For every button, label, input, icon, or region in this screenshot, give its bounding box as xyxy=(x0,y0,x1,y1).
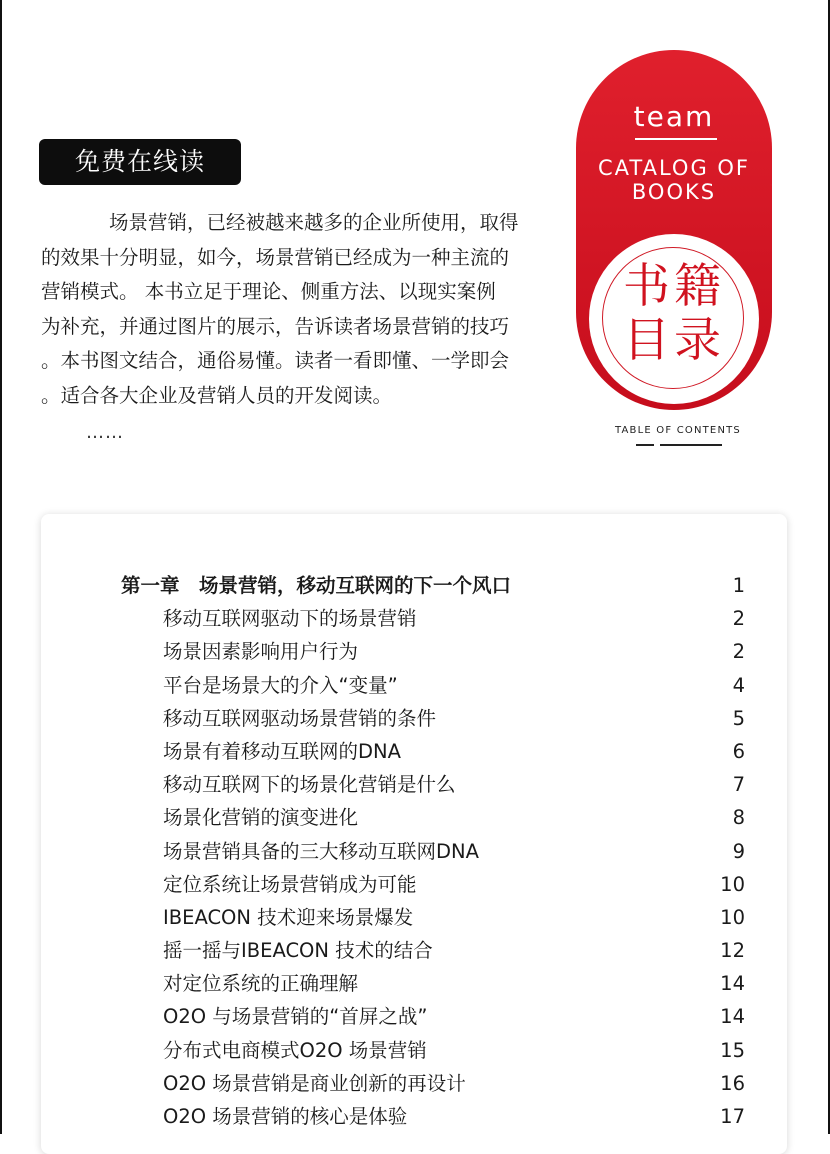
toc-section-row[interactable] xyxy=(41,702,787,735)
badge-divider xyxy=(635,138,717,140)
toc-section-row[interactable] xyxy=(41,934,787,967)
toc-entry-page: 2 xyxy=(732,607,745,631)
toc-card xyxy=(41,514,787,1154)
toc-entry-title: 移动互联网驱动场景营销的条件 xyxy=(163,706,437,730)
toc-entry-page: 12 xyxy=(720,939,745,963)
intro-line: 为补充，并通过图片的展示，告诉读者场景营销的技巧 xyxy=(41,314,510,338)
toc-entry-title: 定位系统让场景营销成为可能 xyxy=(163,872,417,896)
toc-section-row[interactable] xyxy=(41,868,787,901)
toc-entry-title: 分布式电商模式O2O 场景营销 xyxy=(163,1038,427,1062)
toc-entry-page: 14 xyxy=(720,1005,745,1029)
toc-section-row[interactable] xyxy=(41,768,787,801)
toc-section-row[interactable] xyxy=(41,602,787,635)
toc-section-row[interactable] xyxy=(41,801,787,834)
toc-entry-title: 摇一摇与IBEACON 技术的结合 xyxy=(163,939,433,963)
toc-entry-page: 2 xyxy=(732,640,745,664)
toc-entry-page: 10 xyxy=(720,905,745,929)
badge-catalog-line2: BOOKS xyxy=(631,180,717,204)
toc-entry-page: 4 xyxy=(732,673,745,697)
toc-entry-page: 8 xyxy=(732,806,745,830)
toc-entry-title: IBEACON 技术迎来场景爆发 xyxy=(163,905,414,929)
toc-section-row[interactable] xyxy=(41,1000,787,1033)
toc-underline-short xyxy=(636,444,654,446)
toc-entry-page: 1 xyxy=(732,574,745,597)
toc-entry-title: O2O 与场景营销的“首屏之战” xyxy=(163,1005,428,1029)
intro-line: 场景营销，已经被越来越多的企业所使用，取得 xyxy=(109,211,519,234)
toc-section-row[interactable] xyxy=(41,1067,787,1100)
toc-entry-title: O2O 场景营销的核心是体验 xyxy=(163,1105,408,1128)
intro-paragraph xyxy=(41,206,561,413)
toc-entry-page: 6 xyxy=(732,739,745,763)
badge-cn-line2: 目录 xyxy=(623,313,725,368)
table-of-contents-label: TABLE OF CONTENTS xyxy=(614,425,741,436)
toc-entry-title: 场景有着移动互联网的DNA xyxy=(163,739,401,763)
toc-entry-title: 场景化营销的演变进化 xyxy=(163,806,359,830)
toc-chapter-row[interactable] xyxy=(41,569,787,602)
toc-entry-title: 平台是场景大的介入“变量” xyxy=(163,673,398,697)
toc-underline-long xyxy=(660,444,722,446)
toc-section-row[interactable] xyxy=(41,735,787,768)
badge-cn-line1: 书籍 xyxy=(623,259,725,314)
toc-section-row[interactable] xyxy=(41,967,787,1000)
toc-section-row[interactable] xyxy=(41,635,787,668)
free-read-label: 免费在线读 xyxy=(39,139,241,185)
toc-section-row[interactable] xyxy=(41,669,787,702)
toc-entry-title: 场景营销具备的三大移动互联网DNA xyxy=(163,839,479,863)
toc-entry-page: 15 xyxy=(720,1038,745,1062)
badge-cn-title xyxy=(589,260,759,368)
intro-line: 的效果十分明显，如今，场景营销已经成为一种主流的 xyxy=(41,245,510,269)
toc-section-row[interactable] xyxy=(41,1034,787,1067)
toc-entry-title: 场景因素影响用户行为 xyxy=(163,640,359,664)
catalog-badge xyxy=(576,50,772,410)
badge-catalog-text xyxy=(576,156,772,204)
toc-section-row[interactable] xyxy=(41,901,787,934)
badge-disc xyxy=(589,234,759,404)
toc-entry-title: 移动互联网驱动下的场景营销 xyxy=(163,607,417,631)
intro-line: 营销模式。 本书立足于理论、侧重方法、以现实案例 xyxy=(41,280,496,303)
toc-entry-page: 9 xyxy=(732,839,745,863)
toc-entry-page: 7 xyxy=(732,773,745,797)
toc-entry-page: 16 xyxy=(720,1071,745,1095)
toc-entry-page: 5 xyxy=(732,706,745,730)
intro-line: 。适合各大企业及营销人员的开发阅读。 xyxy=(41,383,393,407)
toc-entry-title: 对定位系统的正确理解 xyxy=(163,972,359,996)
toc-entry-page: 17 xyxy=(720,1105,745,1128)
toc-entry-title: 移动互联网下的场景化营销是什么 xyxy=(163,773,456,797)
badge-team-text: team xyxy=(633,100,715,133)
toc-entry-page: 10 xyxy=(720,872,745,896)
badge-catalog-line1: CATALOG OF xyxy=(598,156,750,180)
toc-entry-title: 第一章 场景营销，移动互联网的下一个风口 xyxy=(121,574,512,597)
intro-line: 。本书图文结合，通俗易懂。读者一看即懂、一学即会 xyxy=(41,349,510,372)
page-border-left xyxy=(0,0,2,1134)
toc-section-row[interactable] xyxy=(41,1100,787,1133)
intro-ellipsis: …… xyxy=(86,422,124,443)
toc-entry-page: 14 xyxy=(720,972,745,996)
toc-section-row[interactable] xyxy=(41,835,787,868)
toc-entry-title: O2O 场景营销是商业创新的再设计 xyxy=(163,1071,466,1095)
toc-list xyxy=(41,569,787,1133)
